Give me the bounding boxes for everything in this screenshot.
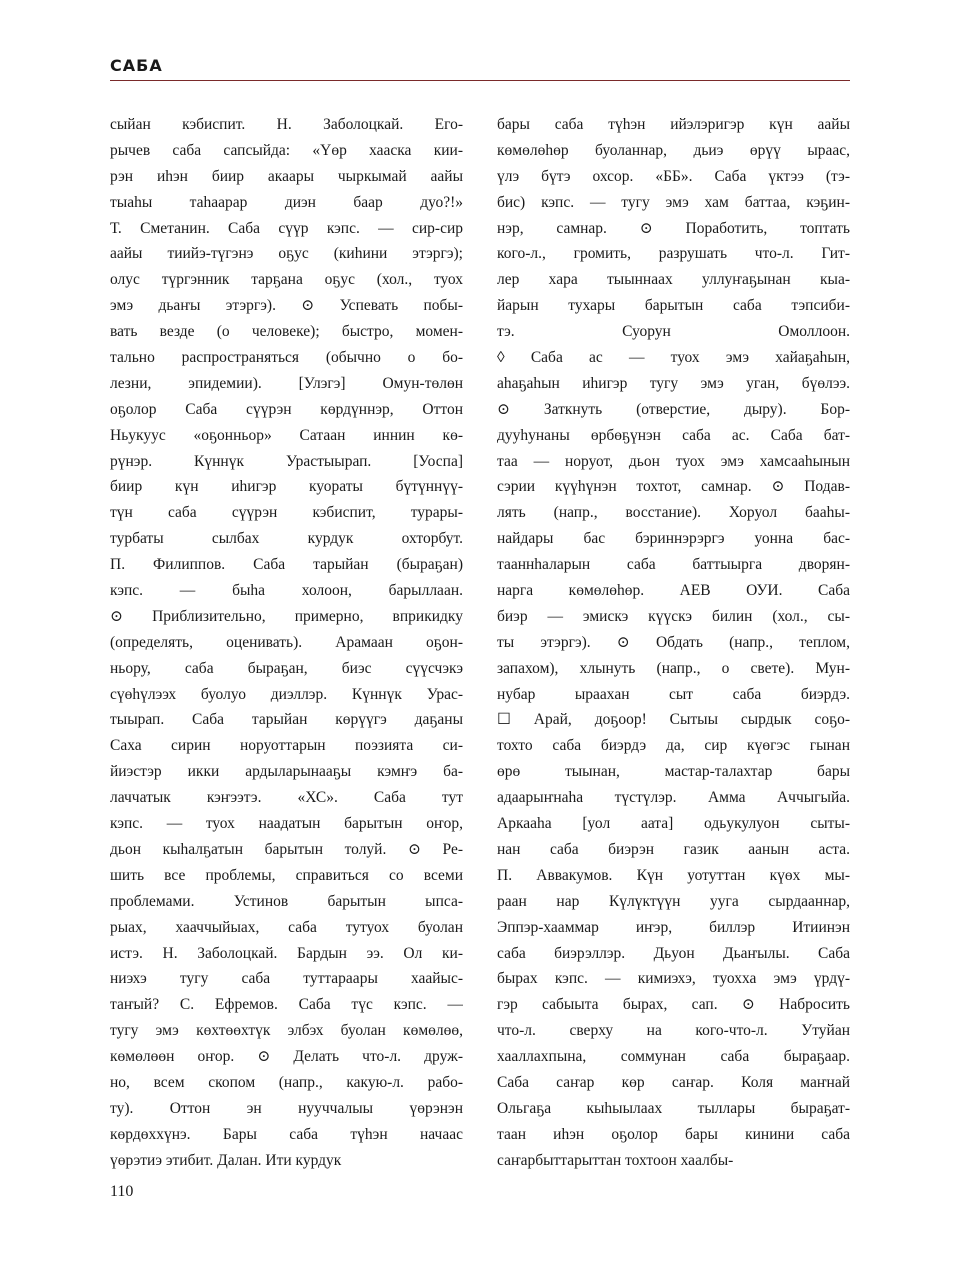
- text-line: кого-л., громить, разрушать что-л. Гит-: [497, 245, 850, 263]
- text-line: ньору, саба быраҕан, биэс сүүсчэкэ: [110, 659, 463, 677]
- text-line: Ольгаҕа кыhыылаах тыллары быраҕат-: [497, 1099, 850, 1117]
- text-line: саба биэрэллэр. Дьуон Дьаҥылы. Саба: [497, 944, 850, 962]
- text-line: лезни, эпидемии). [Улэгэ] Омун-төлөн: [110, 374, 463, 392]
- text-line: сыйан кэбиспит. Н. Заболоцкай. Его-: [110, 116, 463, 133]
- text-line: тально распространяться (обычно о бо-: [110, 349, 463, 367]
- text-line: Эппэр-хааммар иҥэр, биллэр Итиинэн: [497, 918, 850, 936]
- text-line: ◊ Саба ас — туох эмэ хайаҕаhын,: [497, 349, 850, 367]
- text-line: ниэхэ тугу саба туттараары хаайыс-: [110, 970, 463, 988]
- page-title: САБА: [110, 56, 163, 75]
- page-number: 110: [110, 1183, 134, 1200]
- text-line: Саба саҥар көр саҥар. Коля маҥнай: [497, 1073, 850, 1091]
- text-line: тэ. Суорун Омоллоон.: [497, 323, 850, 341]
- text-line: тугу эмэ көхтөөхтүк элбэх буолан көмөлөө,: [110, 1022, 463, 1040]
- text-line: сэрии күүhүнэн тохтот, самнар. ⊙ Подав-: [497, 478, 850, 496]
- text-line: бырах кэпс. — кимиэхэ, туохха эмэ үрдү-: [497, 970, 850, 988]
- text-line: өрө тыынан, мастар-талахтар бары: [497, 763, 850, 781]
- text-line: аайы тиийэ-түгэнэ оҕус (киhини этэргэ);: [110, 245, 463, 263]
- text-line: биэр — эмискэ күүскэ билин (хол., сы-: [497, 607, 850, 625]
- text-line: тааннhаларын саба баттыырга дворян-: [497, 556, 850, 574]
- text-line: нарга көмөлөhөр. АЕВ ОУИ. Саба: [497, 582, 850, 600]
- text-line: вать везде (о человеке); быстро, момен-: [110, 323, 463, 341]
- text-line: рычев саба сапсыйда: «Үөр хааска кии-: [110, 141, 463, 159]
- text-line: биир күн иhигэр куораты бүтүннүү-: [110, 478, 463, 496]
- text-line: найдары бас бэриннэрэргэ уонна бас-: [497, 530, 850, 548]
- text-line: оҕолор Саба сүүрэн көрдүннэр, Оттон: [110, 400, 463, 418]
- text-line: ты этэргэ). ⊙ Обдать (напр., теплом,: [497, 633, 850, 651]
- text-line: саҥарбыттарыттан тохтоон хаалбы-: [497, 1151, 734, 1169]
- text-line: дьон кыhалҕатын барытын толуй. ⊙ Ре-: [110, 840, 463, 858]
- text-line: үлэ бүтэ охсор. «ББ». Саба үктээ (тэ-: [497, 167, 850, 185]
- text-line: нэр, самнар. ⊙ Поработить, топтать: [497, 219, 850, 237]
- text-line: түн саба сүүрэн кэбиспит, турары-: [110, 504, 463, 522]
- text-line: йиэстэр икки ардыларынааҕы кэмҥэ ба-: [110, 763, 463, 781]
- text-line: ⊙ Заткнуть (отверстие, дыру). Бор-: [497, 400, 850, 418]
- text-line: көрдөххүнэ. Бары саба түhэн начаас: [110, 1125, 463, 1143]
- text-line: таан иhэн оҕолор бары кинини саба: [497, 1125, 850, 1143]
- text-line: бары саба түhэн ийэлэригэр күн аайы: [497, 116, 850, 133]
- text-line: эмэ дьаҥы этэргэ). ⊙ Успевать побы-: [110, 297, 463, 315]
- text-line: дууhунаны өрбөҕүнэн саба ас. Саба бат-: [497, 426, 850, 444]
- text-line: лять (напр., восстание). Хоруол бааhы-: [497, 504, 850, 522]
- text-line: нубар ыраахан сыт саба биэрдэ.: [497, 685, 850, 703]
- text-line: но, всем скопом (напр., какую-л. рабо-: [110, 1073, 463, 1091]
- text-line: Аркааhа [уол аата] одьукулуон сыты-: [497, 815, 850, 833]
- left-column: [110, 112, 463, 1174]
- text-line: Саха сирин норуоттарын поэзията си-: [110, 737, 463, 755]
- text-line: үөрэтиэ этибит. Далан. Ити курдук: [110, 1151, 342, 1169]
- text-line: П. Аввакумов. Күн уотуттан күөх мы-: [497, 866, 850, 884]
- text-line: тыаhы таhаарар диэн баар дуо?!»: [110, 193, 463, 211]
- text-line: рэн иhэн биир акаары чыркымай аайы: [110, 167, 463, 185]
- text-line: кэпс. — туох наадатын барытын оҥор,: [110, 815, 463, 833]
- right-column: [497, 112, 850, 1174]
- text-line: ☐ Арай, доҕоор! Сытыы сырдык соҕо-: [497, 711, 850, 729]
- text-line: тыырап. Саба тарыйан көрүүгэ даҕаны: [110, 711, 463, 729]
- text-line: лаччатык кэҥээтэ. «ХС». Саба тут: [110, 789, 463, 807]
- text-line: таҥый? С. Ефремов. Саба түс кэпс. —: [110, 996, 463, 1014]
- text-line: тохто саба биэрдэ да, сир күөгэс гынан: [497, 737, 850, 755]
- text-line: бис) кэпс. — тугу эмэ хам баттаа, кэҕин-: [497, 193, 850, 211]
- text-line: раан нар Күлүктүүн ууга сырдааннар,: [497, 892, 850, 910]
- text-line: хааллахпына, соммунан саба быраҕаар.: [497, 1048, 850, 1066]
- text-line: кэпс. — быhа холоон, барыллаан.: [110, 582, 463, 600]
- text-line: истэ. Н. Заболоцкай. Бардын ээ. Ол ки-: [110, 944, 463, 962]
- text-line: что-л. сверху на кого-что-л. Утуйан: [497, 1022, 850, 1040]
- text-line: нан саба биэрэн газик аанын аста.: [497, 840, 850, 858]
- text-line: проблемами. Устинов барытын ыпса-: [110, 892, 463, 910]
- text-line: запахом), хлынуть (напр., о свете). Мун-: [497, 659, 850, 677]
- text-line: рыах, хааччыйыах, саба тутуох буолан: [110, 918, 463, 936]
- text-line: таа — норуот, дьон туох эмэ хамсааhынын: [497, 452, 850, 470]
- text-line: көмөлөhөр буоланнар, дьиэ өрүү ыраас,: [497, 141, 850, 159]
- text-line: көмөлөөн оҥор. ⊙ Делать что-л. друж-: [110, 1048, 463, 1066]
- text-line: Ньукуус «оҕонньор» Сатаан иннин кө-: [110, 426, 463, 444]
- text-line: ⊙ Приблизительно, примерно, вприкидку: [110, 607, 463, 625]
- text-line: аhаҕаhын иhигэр тугу эмэ уган, бүөлээ.: [497, 374, 850, 392]
- text-line: П. Филиппов. Саба тарыйан (быраҕан): [110, 556, 463, 574]
- text-line: шить все проблемы, справиться со всеми: [110, 866, 463, 884]
- text-line: турбаты сылбах курдук охторбут.: [110, 530, 463, 548]
- text-line: Т. Сметанин. Саба сүүр кэпс. — сир-сир: [110, 219, 463, 237]
- running-header: [110, 56, 850, 81]
- text-line: рүнэр. Күннүк Урастыырап. [Уоспа]: [110, 452, 463, 470]
- text-line: гэр сабыыта бырах, сап. ⊙ Набросить: [497, 996, 850, 1014]
- text-line: сүөhүлээх буолуо диэллэр. Күннүк Урас-: [110, 685, 463, 703]
- text-line: йарын тухары барытын саба тэпсиби-: [497, 297, 850, 315]
- text-line: ту). Оттон эн нууччалыы үөрэнэн: [110, 1099, 463, 1117]
- text-line: олус түргэнник тарҕана оҕус (хол., туох: [110, 271, 463, 289]
- text-line: (определять, оценивать). Арамаан оҕон-: [110, 633, 463, 651]
- text-line: лер хара тыыннаах уллуҥаҕынан кыа-: [497, 271, 850, 289]
- text-line: адаарыҥнаhа түстүлэр. Амма Аччыгыйа.: [497, 789, 850, 807]
